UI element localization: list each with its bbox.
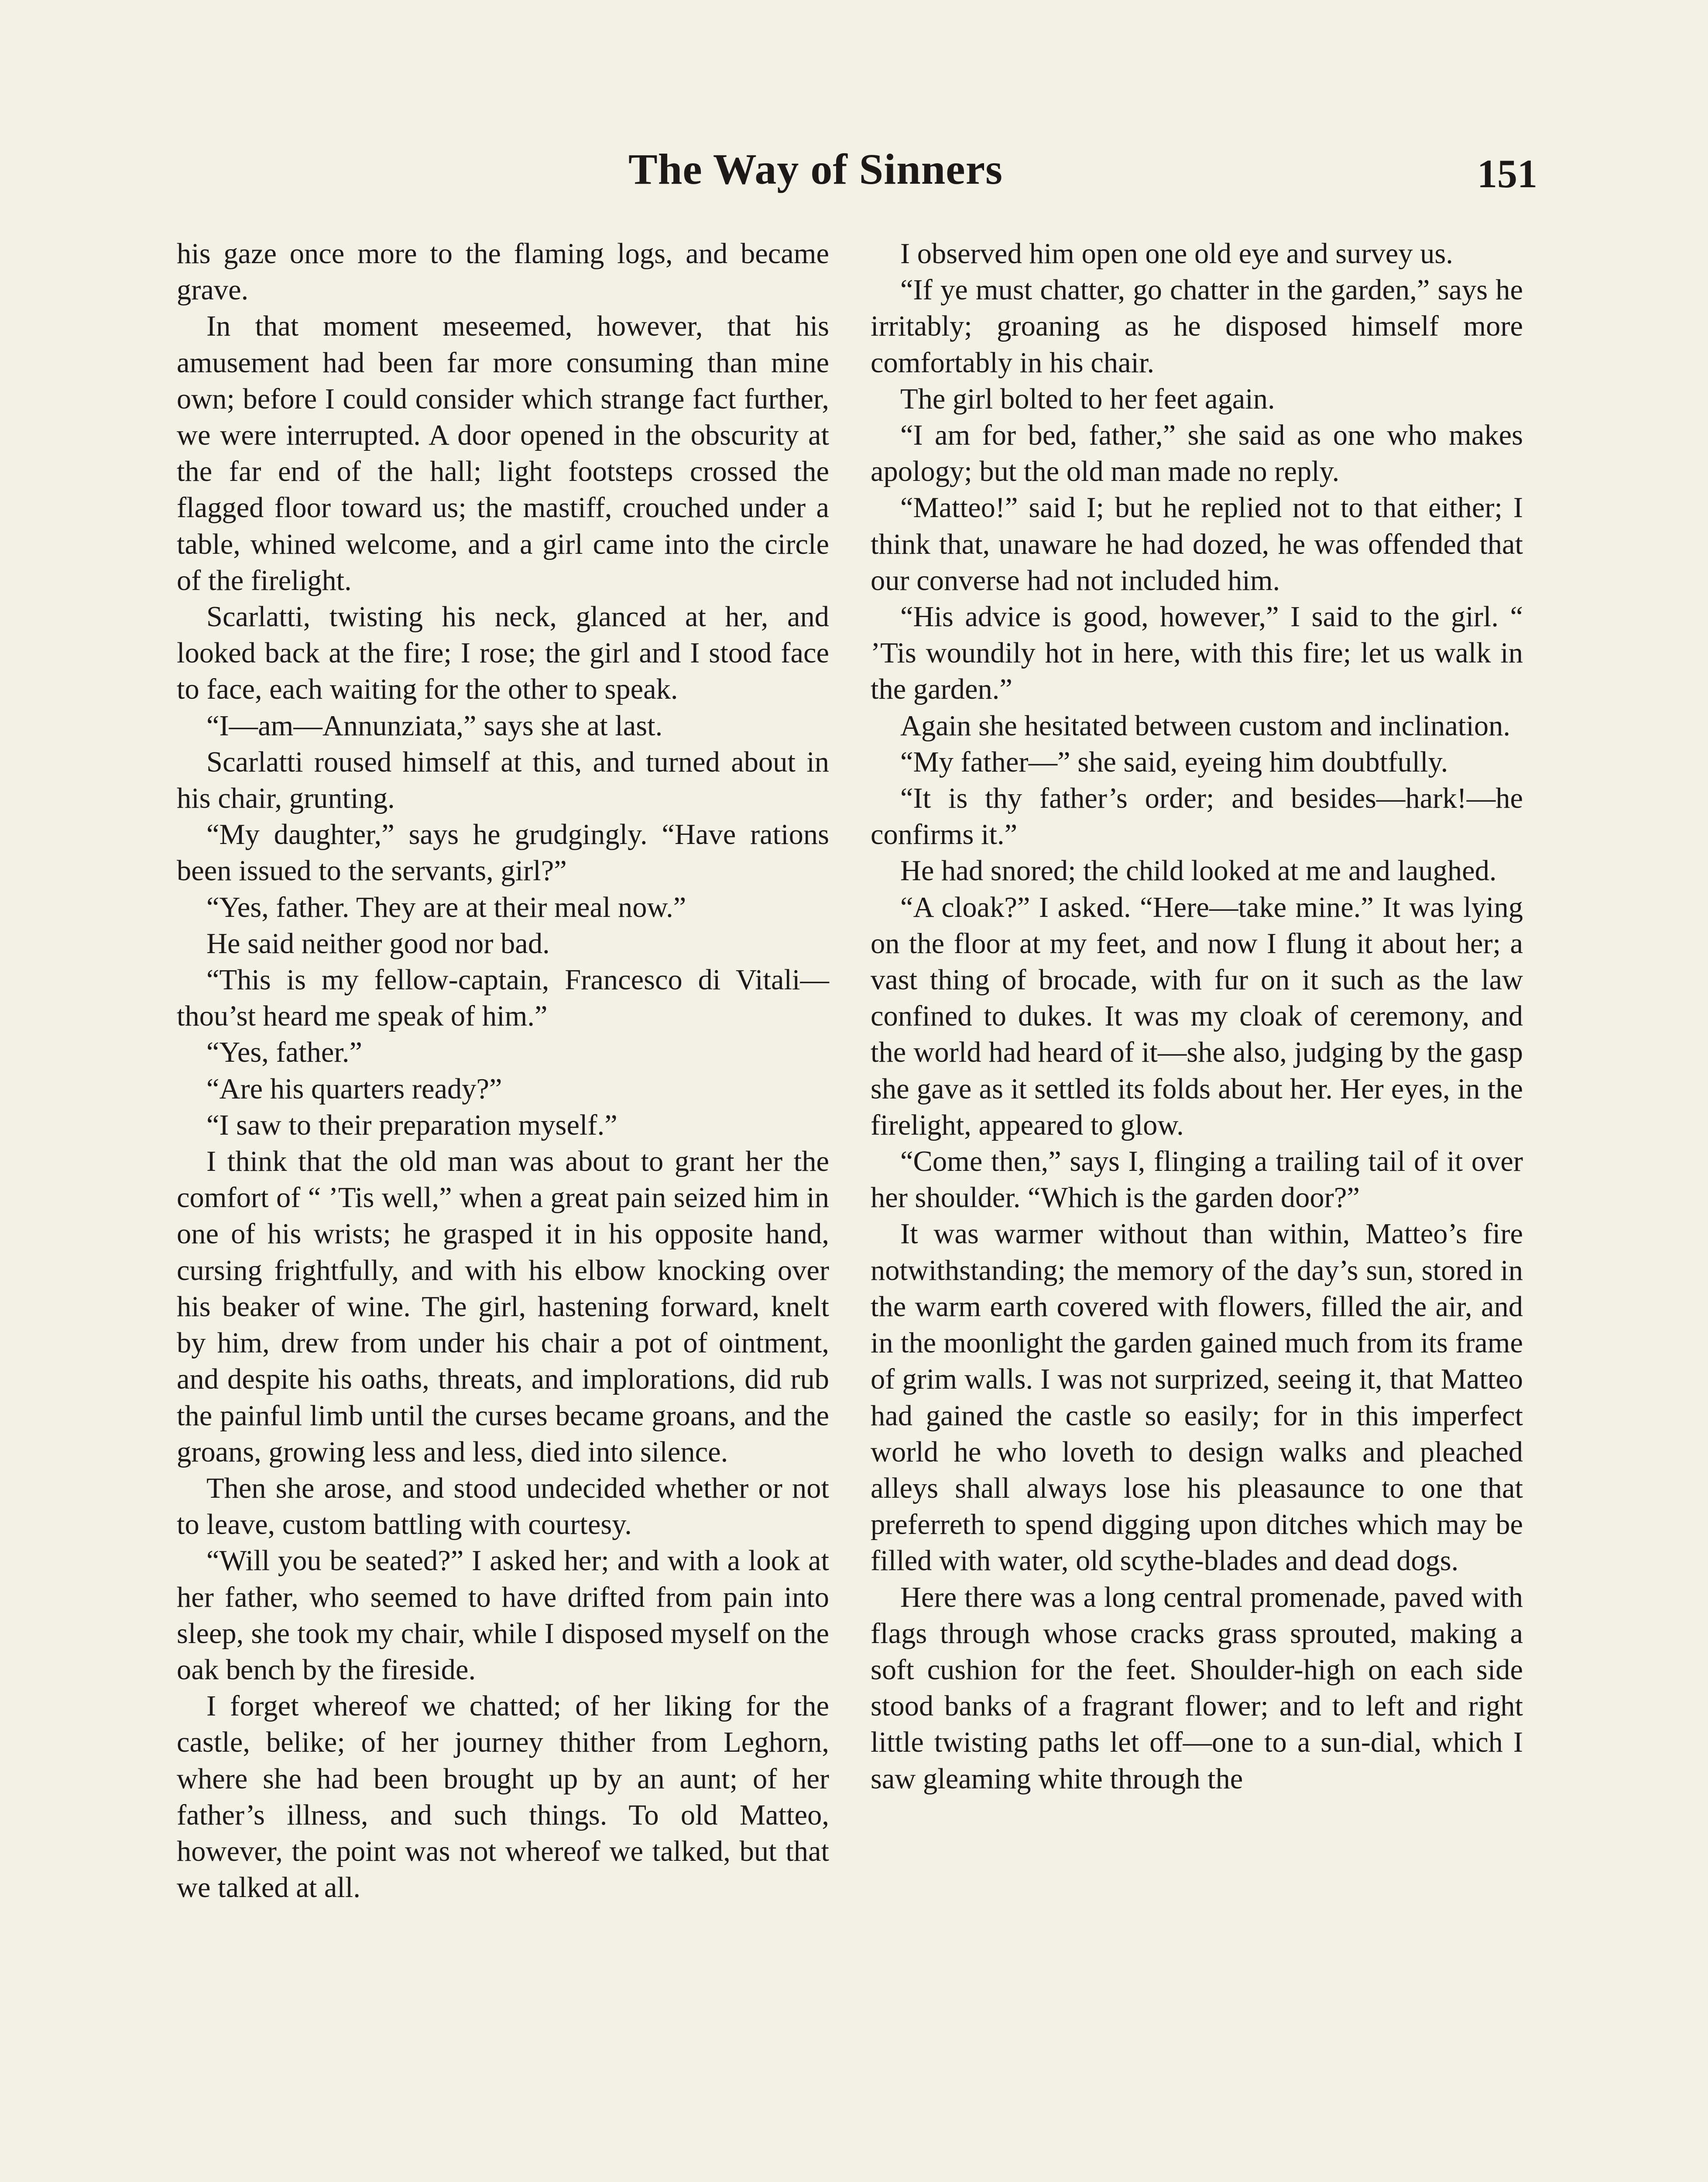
paragraph: “Are his quarters ready?” bbox=[206, 1073, 502, 1105]
paragraph: “My father—” she said, eyeing him doubtfully. bbox=[900, 746, 1448, 778]
left-column bbox=[177, 236, 829, 1906]
running-head: The Way of Sinners bbox=[628, 145, 1003, 193]
paragraph: He said neither good nor bad. bbox=[206, 927, 550, 960]
paragraph: The girl bolted to her feet again. bbox=[900, 383, 1275, 415]
paragraph: “It is thy father’s order; and besides—hark!—he confirms it.” bbox=[871, 782, 1523, 851]
paragraph: “His advice is good, however,” I said to the girl. “ ’Tis woundily hot in here, with this fire; let us walk in the garden.” bbox=[871, 601, 1523, 706]
paragraph: Scarlatti roused himself at this, and turned about in his chair, grunting. bbox=[177, 746, 829, 815]
paragraph: I think that the old man was about to grant her the comfort of “ ’Tis well,” when a great pain seized him in one of his wrists; he grasped it in his opposite hand, cursing frightfully, and with his elbow knocking over his beaker of wine. The girl, hastening forward, knelt by him, drew from under his chair a pot of ointment, and despite his oaths, threats, and implorations, did rub the painful limb until the curses became groans, and the groans, growing less and less, died into silence. bbox=[177, 1146, 829, 1468]
paragraph: “A cloak?” I asked. “Here—take mine.” It was lying on the floor at my feet, and now I flung it about her; a vast thing of brocade, with fur on it such as the law confined to dukes. It was my cloak of ceremony, and the world had heard of it—she also, judging by the gasp she gave as it settled its folds about her. Her eyes, in the firelight, appeared to glow. bbox=[871, 891, 1523, 1141]
paragraph: “This is my fellow-captain, Francesco di Vitali—thou’st heard me speak of him.” bbox=[177, 964, 829, 1033]
paragraph: In that moment meseemed, however, that his amusement had been far more consuming than mine own; before I could consider which strange fact further, we were interrupted. A door opened in the obscurity at the far end of the hall; light footsteps crossed the flagged floor toward us; the mastiff, crouched under a table, whined welcome, and a girl came into the circle of the firelight. bbox=[177, 310, 829, 597]
paragraph: It was warmer without than within, Matteo’s fire notwithstanding; the memory of the day’s sun, stored in the warm earth covered with flowers, filled the air, and in the moonlight the garden gained much from its frame of grim walls. I was not surprized, seeing it, that Matteo had gained the castle so easily; for in this imperfect world he who loveth to design walks and pleached alleys shall always lose his pleasaunce to one that preferreth to spend digging upon ditches which may be filled with water, old scythe-blades and dead dogs. bbox=[871, 1218, 1523, 1577]
paragraph: Here there was a long central promenade, paved with flags through whose cracks grass sprouted, making a soft cushion for the feet. Shoulder-high on each side stood banks of a fragrant flower; and to left and right little twisting paths let off—one to a sun-dial, which I saw gleaming white through the bbox=[871, 1581, 1523, 1795]
paragraph: “If ye must chatter, go chatter in the garden,” says he irritably; groaning as he disposed himself more comfortably in his chair. bbox=[871, 274, 1523, 379]
paragraph: “My daughter,” says he grudgingly. “Have rations been issued to the servants, girl?” bbox=[177, 819, 829, 887]
paragraph: “I—am—Annunziata,” says she at last. bbox=[206, 710, 663, 742]
paragraph: He had snored; the child looked at me and laughed. bbox=[900, 855, 1497, 887]
paragraph: I forget whereof we chatted; of her liking for the castle, belike; of her journey thither from Leghorn, where she had been brought up by an aunt; of her father’s illness, and such things. To old Matteo, however, the point was not whereof we talked, but that we talked at all. bbox=[177, 1690, 829, 1904]
paragraph: Then she arose, and stood undecided whether or not to leave, custom battling with courtesy. bbox=[177, 1472, 829, 1541]
paragraph: “Come then,” says I, flinging a trailing tail of it over her shoulder. “Which is the garden door?” bbox=[871, 1146, 1523, 1214]
paragraph: Scarlatti, twisting his neck, glanced at her, and looked back at the fire; I rose; the girl and I stood face to face, each waiting for the other to speak. bbox=[177, 601, 829, 706]
right-column bbox=[871, 236, 1523, 1797]
paragraph: “Yes, father.” bbox=[206, 1036, 363, 1069]
paragraph: his gaze once more to the flaming logs, and became grave. bbox=[177, 238, 829, 306]
paragraph: I observed him open one old eye and survey us. bbox=[900, 238, 1453, 270]
paragraph: “Matteo!” said I; but he replied not to that either; I think that, unaware he had dozed, he was offended that our converse had not included him. bbox=[871, 492, 1523, 597]
paragraph: Again she hesitated between custom and inclination. bbox=[900, 710, 1510, 742]
paragraph: “I am for bed, father,” she said as one who makes apology; but the old man made no reply. bbox=[871, 419, 1523, 488]
paragraph: “Yes, father. They are at their meal now.” bbox=[206, 891, 686, 923]
page-number: 151 bbox=[1477, 151, 1537, 196]
paragraph: “Will you be seated?” I asked her; and with a look at her father, who seemed to have drifted from pain into sleep, she took my chair, while I disposed myself on the oak bench by the fireside. bbox=[177, 1545, 829, 1686]
paragraph: “I saw to their preparation myself.” bbox=[206, 1109, 617, 1141]
